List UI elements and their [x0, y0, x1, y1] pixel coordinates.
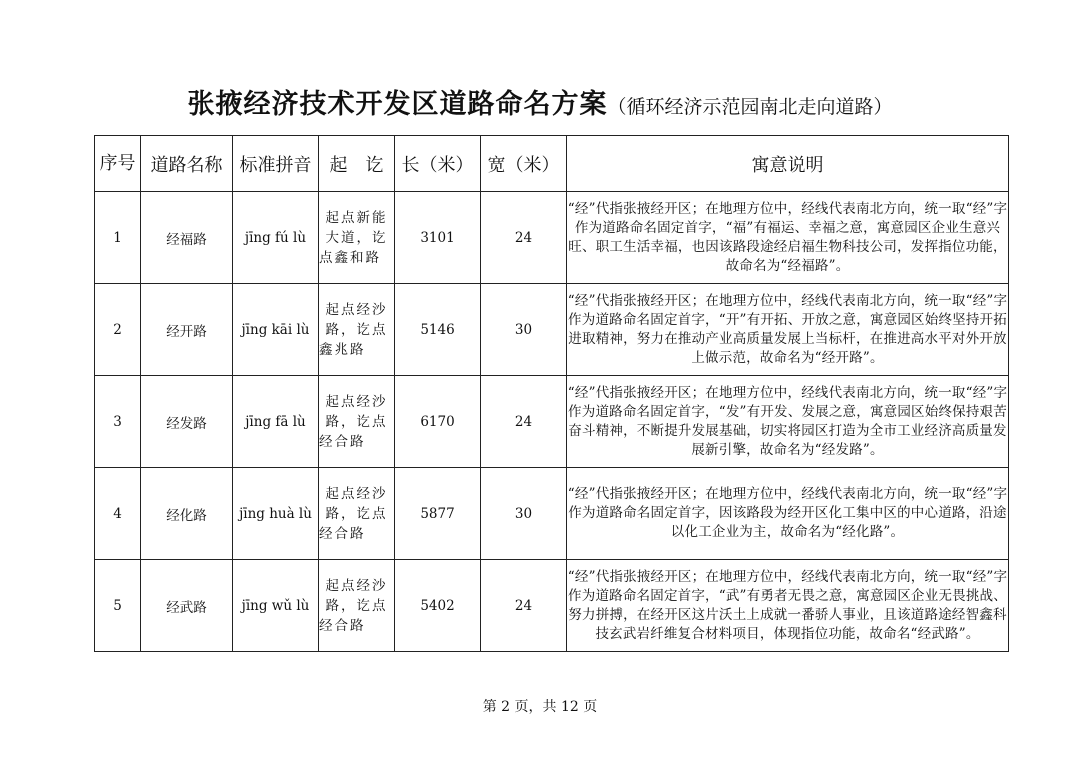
table-row [95, 192, 1009, 284]
cell-width: 24 [481, 376, 567, 468]
title-main: 张掖经济技术开发区道路命名方案 [187, 89, 608, 120]
cell-span: 起点经沙路，讫点经合路 [319, 376, 395, 468]
table-row [95, 376, 1009, 468]
cell-length: 5877 [395, 468, 481, 560]
cell-road-name: 经福路 [141, 192, 233, 284]
cell-width: 30 [481, 468, 567, 560]
cell-span: 起点经沙路，讫点鑫兆路 [319, 284, 395, 376]
cell-seq: 4 [95, 468, 141, 560]
cell-road-name: 经发路 [141, 376, 233, 468]
cell-road-name: 经开路 [141, 284, 233, 376]
cell-seq: 1 [95, 192, 141, 284]
header-pinyin: 标准拼音 [233, 136, 319, 192]
header-description: 寓意说明 [567, 136, 1009, 192]
cell-seq: 5 [95, 560, 141, 652]
cell-road-name: 经化路 [141, 468, 233, 560]
cell-pinyin: jīng fú lù [233, 192, 319, 284]
cell-length: 3101 [395, 192, 481, 284]
cell-length: 5146 [395, 284, 481, 376]
cell-length: 5402 [395, 560, 481, 652]
cell-span: 起点新能大道，讫点鑫和路 [319, 192, 395, 284]
cell-span: 起点经沙路，讫点经合路 [319, 468, 395, 560]
header-length: 长（米） [395, 136, 481, 192]
page-footer: 第 2 页，共 12 页 [482, 699, 598, 715]
cell-pinyin: jīng fā lù [233, 376, 319, 468]
table-row [95, 468, 1009, 560]
cell-width: 24 [481, 192, 567, 284]
table-header-row [95, 136, 1009, 192]
header-span: 起 讫 [319, 136, 395, 192]
cell-description: “经”代指张掖经开区；在地理方位中，经线代表南北方向，统一取“经”字作为道路命名固定首字，“发”有开发、发展之意，寓意园区始终保持艰苦奋斗精神，不断提升发展基础，切实将园区打造为全市工业经济高质量发展新引擎，故命名为“经发路”。 [567, 376, 1009, 468]
header-road-name: 道路名称 [141, 136, 233, 192]
road-naming-table [94, 135, 1009, 652]
cell-description: “经”代指张掖经开区；在地理方位中，经线代表南北方向，统一取“经”字作为道路命名固定首字，“开”有开拓、开放之意，寓意园区始终坚持开拓进取精神，努力在推动产业高质量发展上当标杆，在推进高水平对外开放上做示范，故命名为“经开路”。 [567, 284, 1009, 376]
cell-pinyin: jīng wǔ lù [233, 560, 319, 652]
cell-length: 6170 [395, 376, 481, 468]
cell-seq: 2 [95, 284, 141, 376]
cell-description: “经”代指张掖经开区；在地理方位中，经线代表南北方向，统一取“经”字作为道路命名固定首字，因该路段为经开区化工集中区的中心道路，沿途以化工企业为主，故命名为“经化路”。 [567, 468, 1009, 560]
cell-width: 30 [481, 284, 567, 376]
cell-pinyin: jīng kāi lù [233, 284, 319, 376]
document-title [0, 82, 1080, 121]
header-seq: 序号 [95, 136, 141, 192]
cell-pinyin: jīng huà lù [233, 468, 319, 560]
table-row [95, 560, 1009, 652]
header-width: 宽（米） [481, 136, 567, 192]
cell-description: “经”代指张掖经开区；在地理方位中，经线代表南北方向，统一取“经”字作为道路命名固定首字，“武”有勇者无畏之意，寓意园区企业无畏挑战、努力拼搏，在经开区这片沃土上成就一番骄人事业，且该道路途经智鑫科技玄武岩纤维复合材料项目，体现指位功能，故命名“经武路”。 [567, 560, 1009, 652]
cell-description: “经”代指张掖经开区；在地理方位中，经线代表南北方向，统一取“经”字作为道路命名固定首字，“福”有福运、幸福之意，寓意园区企业生意兴旺、职工生活幸福，也因该路段途经启福生物科技公司，发挥指位功能，故命名为“经福路”。 [567, 192, 1009, 284]
cell-span: 起点经沙路，讫点经合路 [319, 560, 395, 652]
cell-road-name: 经武路 [141, 560, 233, 652]
title-subtitle: （循环经济示范园南北走向道路） [607, 96, 893, 118]
cell-seq: 3 [95, 376, 141, 468]
table-row [95, 284, 1009, 376]
cell-width: 24 [481, 560, 567, 652]
